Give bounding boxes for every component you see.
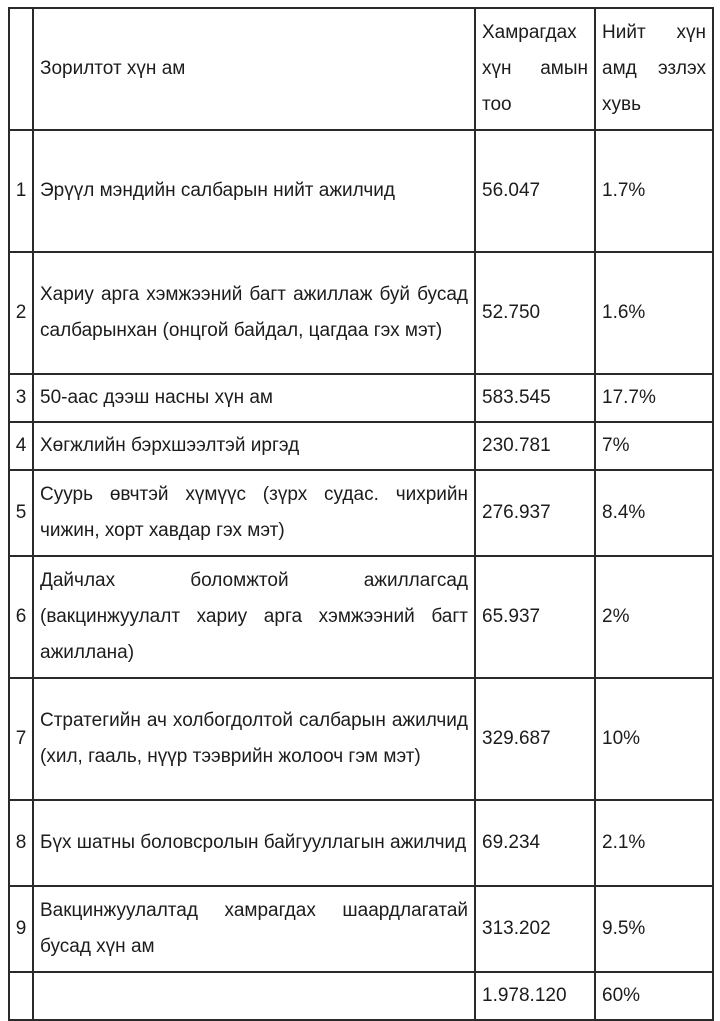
row-number: 3 <box>9 374 33 422</box>
row-count: 230.781 <box>475 422 595 470</box>
table-row <box>9 678 713 800</box>
row-percent: 9.5% <box>595 886 713 972</box>
vaccination-target-table <box>8 7 714 1021</box>
row-count: 276.937 <box>475 470 595 556</box>
row-number: 4 <box>9 422 33 470</box>
row-percent: 7% <box>595 422 713 470</box>
row-percent: 2.1% <box>595 800 713 886</box>
header-percent-cell: Нийт хүн амд эзлэх хувь <box>595 8 713 130</box>
row-number: 6 <box>9 556 33 678</box>
row-count: 56.047 <box>475 130 595 252</box>
table-row <box>9 252 713 374</box>
total-target-cell <box>33 972 475 1020</box>
row-target: Эрүүл мэндийн салбарын нийт ажилчид <box>33 130 475 252</box>
row-target: Хариу арга хэмжээний багт ажиллаж буй бусад салбарынхан (онцгой байдал, цагдаа гэх мэт) <box>33 252 475 374</box>
total-percent: 60% <box>595 972 713 1020</box>
row-count: 65.937 <box>475 556 595 678</box>
table-row <box>9 422 713 470</box>
row-number: 7 <box>9 678 33 800</box>
table-row <box>9 374 713 422</box>
row-percent: 1.6% <box>595 252 713 374</box>
table-row <box>9 470 713 556</box>
row-target: 50-аас дээш насны хүн ам <box>33 374 475 422</box>
total-num-cell <box>9 972 33 1020</box>
row-target: Суурь өвчтэй хүмүүс (зүрх судас. чихрийн чижин, хорт хавдар гэх мэт) <box>33 470 475 556</box>
row-target: Бүх шатны боловсролын байгууллагын ажилчид <box>33 800 475 886</box>
row-number: 8 <box>9 800 33 886</box>
total-row <box>9 972 713 1020</box>
header-num-cell <box>9 8 33 130</box>
row-number: 1 <box>9 130 33 252</box>
row-target: Вакцинжуулалтад хамрагдах шаардлагатай бусад хүн ам <box>33 886 475 972</box>
header-row <box>9 8 713 130</box>
row-count: 329.687 <box>475 678 595 800</box>
row-number: 9 <box>9 886 33 972</box>
row-percent: 17.7% <box>595 374 713 422</box>
row-target: Хөгжлийн бэрхшээлтэй иргэд <box>33 422 475 470</box>
row-count: 69.234 <box>475 800 595 886</box>
row-percent: 1.7% <box>595 130 713 252</box>
header-count-cell: Хамрагдах хүн амын тоо <box>475 8 595 130</box>
row-percent: 2% <box>595 556 713 678</box>
total-count: 1.978.120 <box>475 972 595 1020</box>
header-target-cell: Зорилтот хүн ам <box>33 8 475 130</box>
table-row <box>9 556 713 678</box>
table-row <box>9 130 713 252</box>
row-number: 5 <box>9 470 33 556</box>
row-percent: 8.4% <box>595 470 713 556</box>
row-count: 583.545 <box>475 374 595 422</box>
table-row <box>9 886 713 972</box>
row-percent: 10% <box>595 678 713 800</box>
row-count: 313.202 <box>475 886 595 972</box>
table-row <box>9 800 713 886</box>
row-count: 52.750 <box>475 252 595 374</box>
row-target: Стратегийн ач холбогдолтой салбарын ажилчид (хил, гааль, нүүр тээврийн жолооч гэм мэт) <box>33 678 475 800</box>
row-number: 2 <box>9 252 33 374</box>
row-target: Дайчлах боломжтой ажиллагсад (вакцинжуулалт хариу арга хэмжээний багт ажиллана) <box>33 556 475 678</box>
